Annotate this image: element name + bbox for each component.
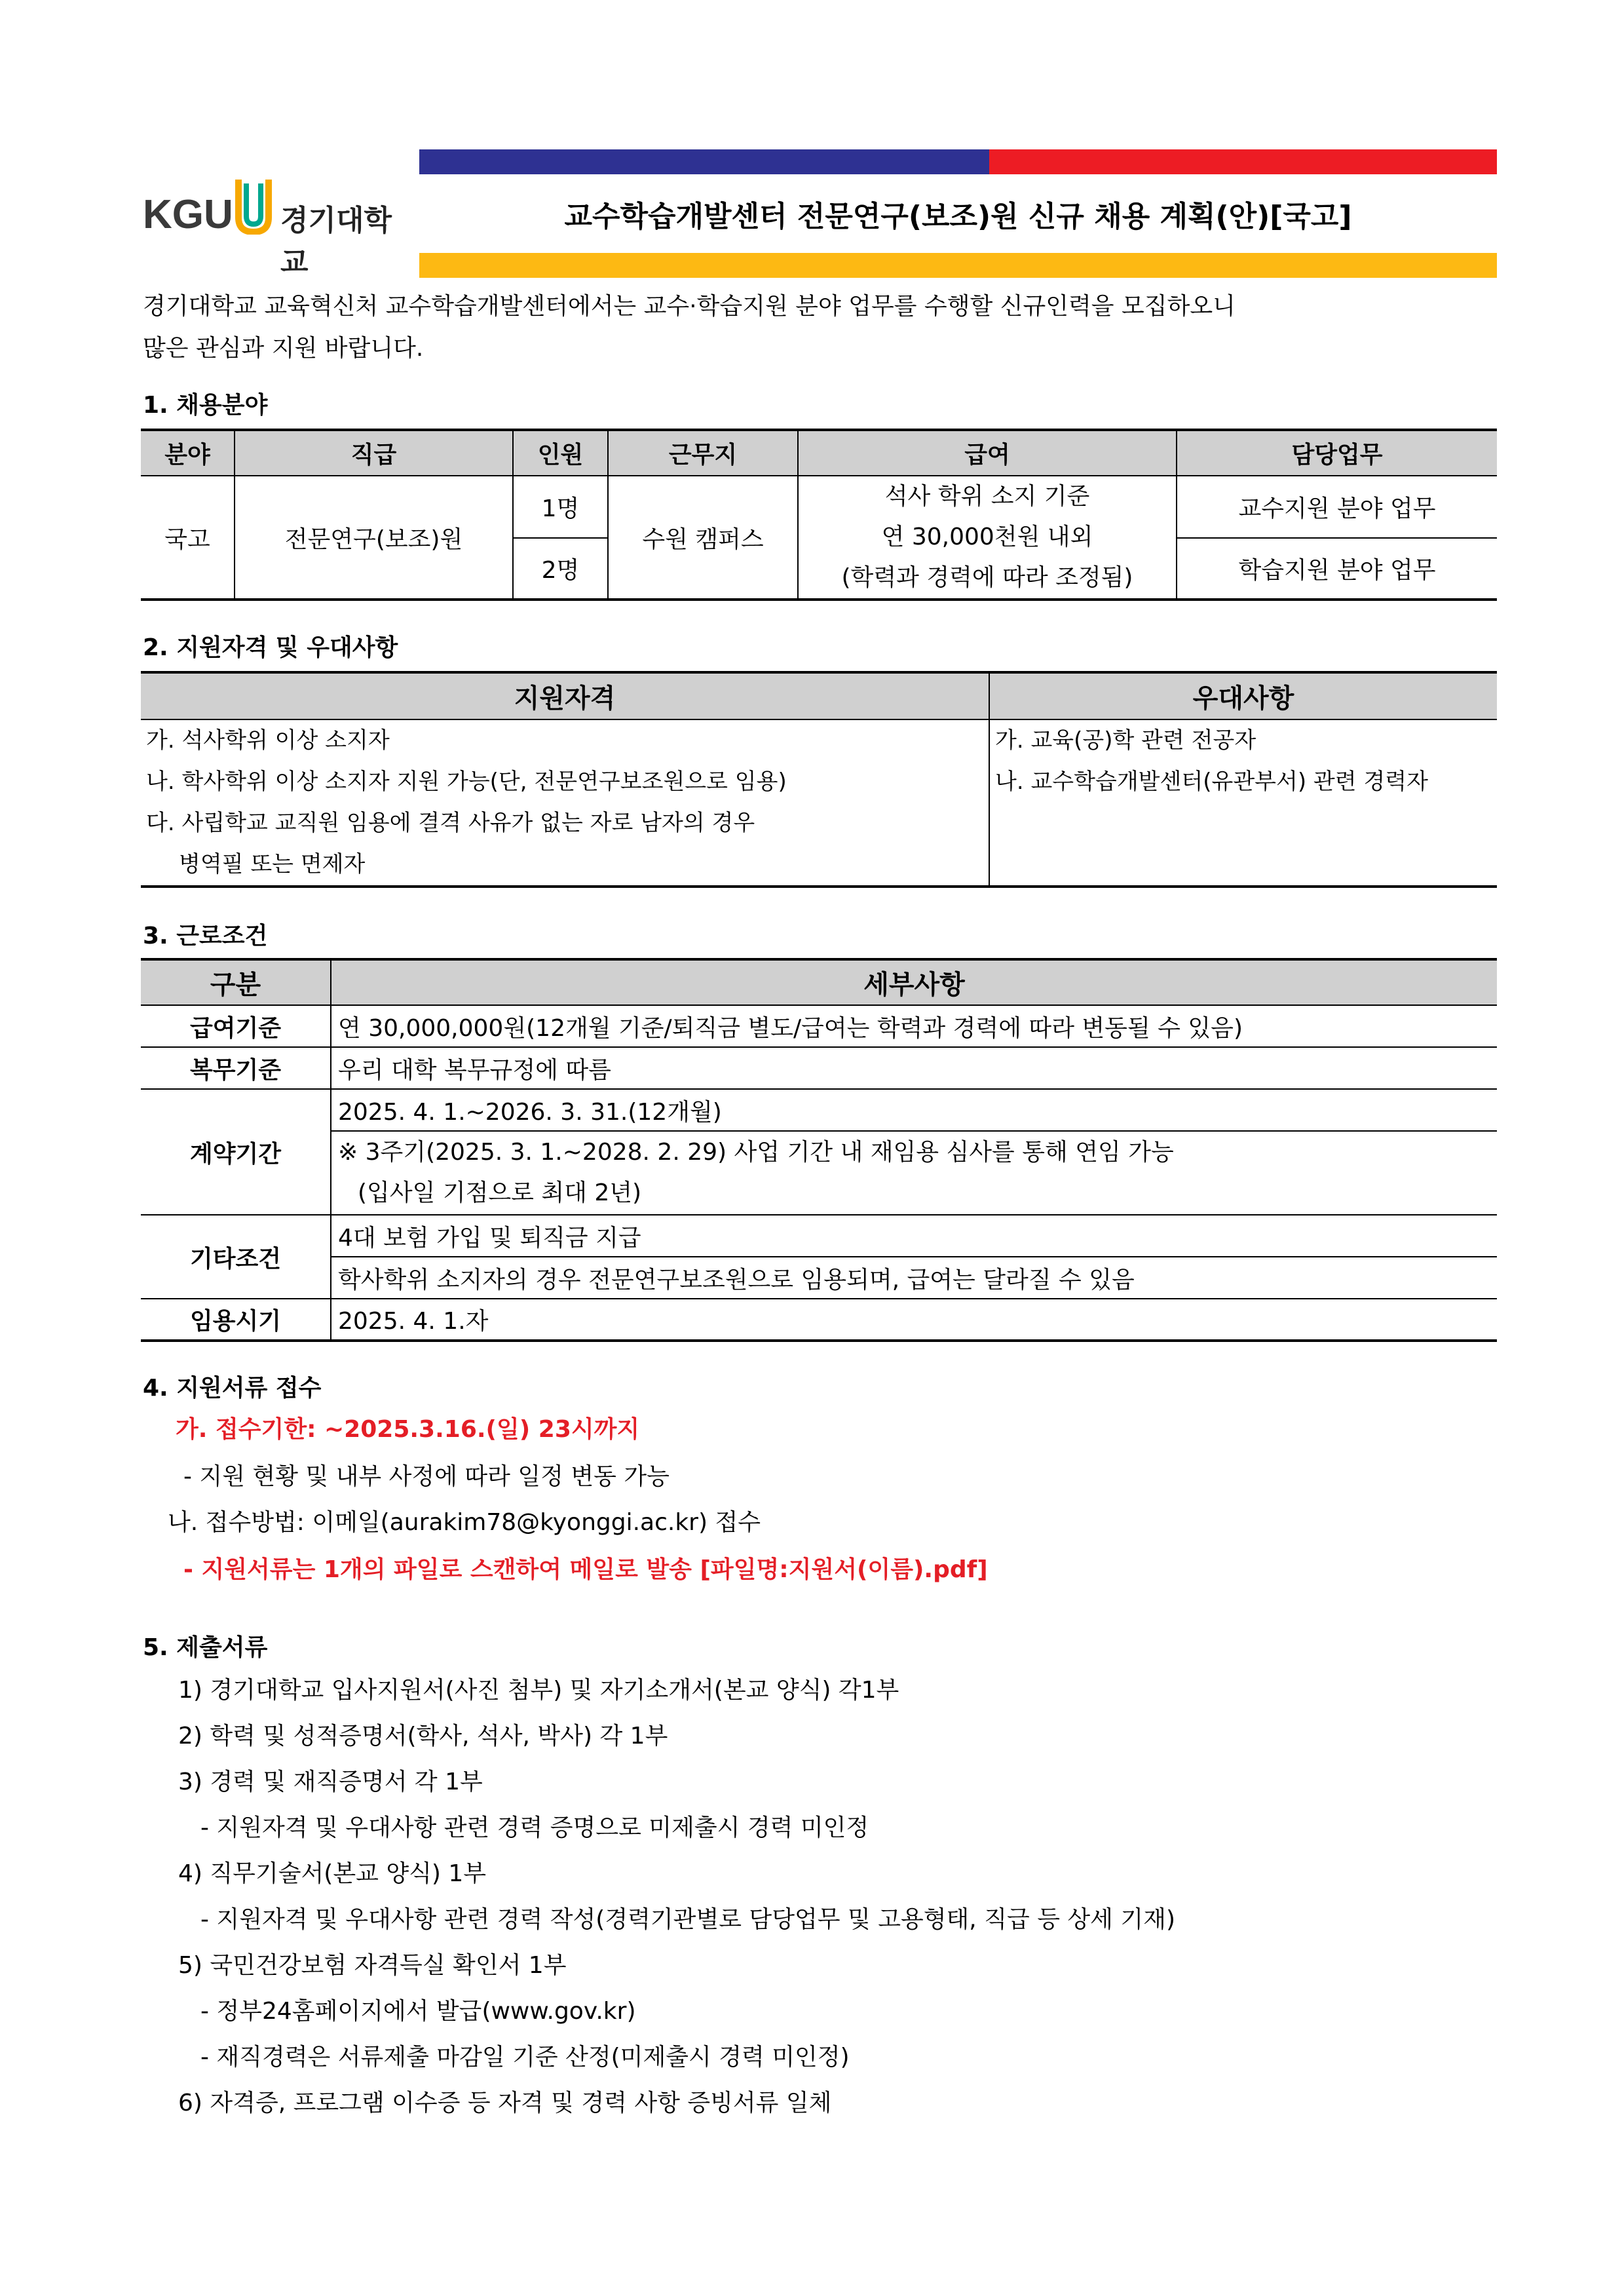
col-header-qualification: 지원자격: [141, 672, 989, 719]
col-header-count: 인원: [513, 430, 608, 476]
value-contract-period-1: 2025. 4. 1.~2026. 3. 31.(12개월): [331, 1089, 1497, 1131]
document-item: 5) 국민건강보험 자격득실 확인서 1부: [178, 1952, 567, 1979]
cell-duty-2: 학습지원 분야 업무: [1177, 538, 1497, 600]
value-salary-basis: 연 30,000,000원(12개월 기준/퇴직금 별도/급여는 학력과 경력에 따라 변동될 수 있음): [331, 1005, 1497, 1047]
logo-emblem-icon: [235, 177, 273, 235]
document-item: 6) 자격증, 프로그램 이수증 등 자격 및 경력 사항 증빙서류 일체: [178, 2090, 832, 2116]
submission-method: 나. 접수방법: 이메일(aurakim78@kyonggi.ac.kr) 접수: [168, 1509, 761, 1536]
cell-count-2: 2명: [513, 538, 608, 600]
salary-line-2: 연 30,000천원 내외: [881, 524, 1093, 550]
file-instruction: - 지원서류는 1개의 파일로 스캔하여 메일로 발송 [파일명:지원서(이름).pdf]: [183, 1556, 988, 1583]
cell-location: 수원 캠퍼스: [608, 476, 798, 600]
value-contract-period-2: [331, 1131, 1497, 1215]
col-header-preference: 우대사항: [989, 672, 1497, 719]
document-subnote: - 지원자격 및 우대사항 관련 경력 증명으로 미제출시 경력 미인정: [200, 1814, 869, 1841]
section-4-heading: 4. 지원서류 접수: [143, 1375, 322, 1402]
contract-renewal-note: ※ 3주기(2025. 3. 1.~2028. 2. 29) 사업 기간 내 재임용 심사를 통해 연임 가능: [338, 1139, 1174, 1166]
salary-line-1: 석사 학위 소지 기준: [884, 483, 1090, 510]
document-item: 1) 경기대학교 입사지원서(사진 첨부) 및 자기소개서(본교 양식) 각1부: [178, 1677, 899, 1704]
document-item: 3) 경력 및 재직증명서 각 1부: [178, 1769, 483, 1795]
col-header-location: 근무지: [608, 430, 798, 476]
deadline-text: 가. 접수기한: ~2025.3.16.(일) 23시까지: [176, 1416, 640, 1443]
label-start-date: 임용시기: [141, 1299, 331, 1341]
col-header-category: 구분: [141, 959, 331, 1005]
university-logo: [143, 172, 405, 279]
cell-duty-1: 교수지원 분야 업무: [1177, 476, 1497, 538]
section-1-heading: 1. 채용분야: [143, 392, 268, 419]
cell-salary: [798, 476, 1177, 600]
col-header-details: 세부사항: [331, 959, 1497, 1005]
label-salary-basis: 급여기준: [141, 1005, 331, 1047]
conditions-table: [141, 958, 1497, 1342]
value-service-basis: 우리 대학 복무규정에 따름: [331, 1047, 1497, 1089]
header-yellow-bar: [419, 253, 1497, 278]
document-subnote: - 지원자격 및 우대사항 관련 경력 작성(경력기관별로 담당업무 및 고용형태, 직급 등 상세 기재): [200, 1906, 1175, 1933]
cell-field: 국고: [141, 476, 235, 600]
value-other-conditions-1: 4대 보험 가입 및 퇴직금 지급: [331, 1215, 1497, 1257]
qualification-item: 병역필 또는 면제자: [179, 851, 366, 877]
col-header-field: 분야: [141, 430, 235, 476]
schedule-note: - 지원 현황 및 내부 사정에 따라 일정 변동 가능: [183, 1463, 670, 1490]
label-other-conditions: 기타조건: [141, 1215, 331, 1299]
recruitment-table: [141, 429, 1497, 601]
logo-mark: KGU: [143, 192, 233, 237]
contract-renewal-limit: (입사일 기점으로 최대 2년): [358, 1179, 642, 1206]
section-5-heading: 5. 제출서류: [143, 1634, 268, 1661]
header-blue-bar: [419, 149, 989, 174]
preference-item: 나. 교수학습개발센터(유관부서) 관련 경력자: [995, 769, 1428, 795]
document-subnote: - 정부24홈페이지에서 발급(www.gov.kr): [200, 1998, 636, 2025]
cell-count-1: 1명: [513, 476, 608, 538]
header-red-bar: [989, 149, 1497, 174]
value-start-date: 2025. 4. 1.자: [331, 1299, 1497, 1341]
cell-rank: 전문연구(보조)원: [235, 476, 513, 600]
label-service-basis: 복무기준: [141, 1047, 331, 1089]
salary-line-3: (학력과 경력에 따라 조정됨): [841, 564, 1133, 591]
qualification-item: 가. 석사학위 이상 소지자: [146, 727, 390, 754]
intro-line-1: 경기대학교 교육혁신처 교수학습개발센터에서는 교수·학습지원 분야 업무를 수행할 신규인력을 모집하오니: [143, 293, 1236, 320]
label-contract-period: 계약기간: [141, 1089, 331, 1215]
value-other-conditions-2: 학사학위 소지자의 경우 전문연구보조원으로 임용되며, 급여는 달라질 수 있음: [331, 1257, 1497, 1299]
page-title: 교수학습개발센터 전문연구(보조)원 신규 채용 계획(안)[국고]: [564, 200, 1352, 233]
document-item: 2) 학력 및 성적증명서(학사, 석사, 박사) 각 1부: [178, 1723, 668, 1750]
qualification-table: [141, 671, 1497, 888]
preference-list: [989, 719, 1497, 887]
col-header-duty: 담당업무: [1177, 430, 1497, 476]
document-item: 4) 직무기술서(본교 양식) 1부: [178, 1860, 487, 1887]
qualification-list: [141, 719, 989, 887]
intro-line-2: 많은 관심과 지원 바랍니다.: [143, 335, 424, 362]
col-header-rank: 직급: [235, 430, 513, 476]
section-3-heading: 3. 근로조건: [143, 923, 268, 949]
preference-item: 가. 교육(공)학 관련 전공자: [995, 727, 1256, 754]
qualification-item: 나. 학사학위 이상 소지자 지원 가능(단, 전문연구보조원으로 임용): [146, 769, 787, 795]
section-2-heading: 2. 지원자격 및 우대사항: [143, 634, 398, 661]
document-subnote: - 재직경력은 서류제출 마감일 기준 산정(미제출시 경력 미인정): [200, 2044, 850, 2071]
col-header-salary: 급여: [798, 430, 1177, 476]
qualification-item: 다. 사립학교 교직원 임용에 결격 사유가 없는 자로 남자의 경우: [146, 810, 755, 836]
logo-text: 경기대학교: [280, 204, 392, 279]
